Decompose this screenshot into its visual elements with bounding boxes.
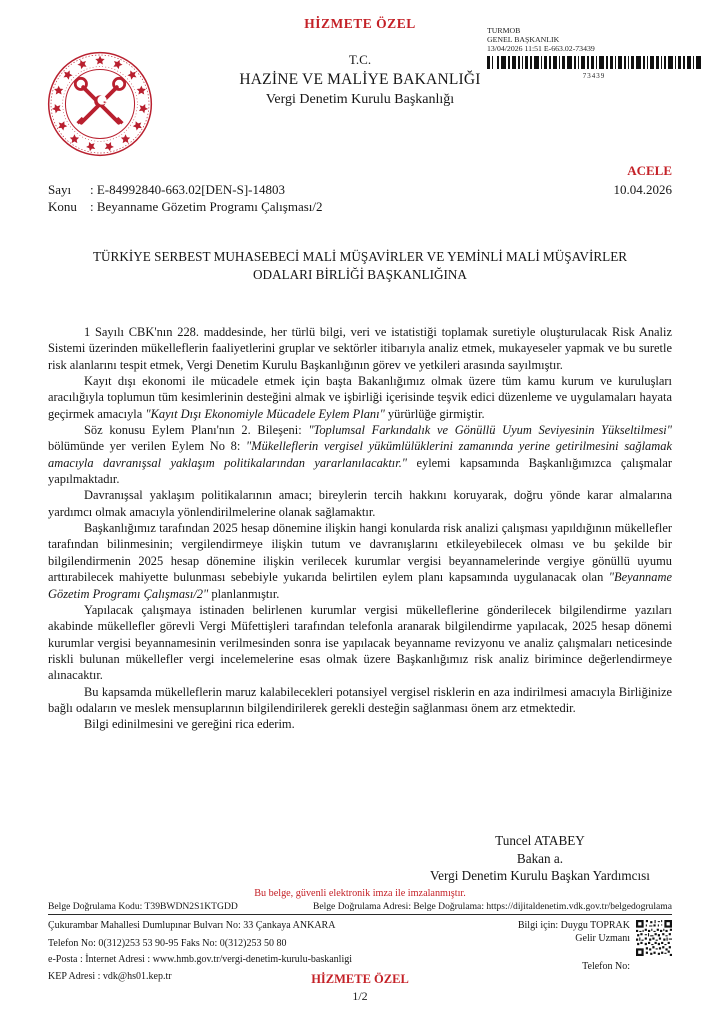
body-segment: 1 Sayılı CBK'nın 228. maddesinde, her türlü bilgi, veri ve istatistiği toplamak suretiyle oluşturulacak Risk Analiz Sistemi üzerinden mükelleflerin faaliyetlerini gruplar ve sektörler itibarıyla analiz etmek, mukayeseler yapmak ve bu suretle risk alanlarını tespit etmek, Vergi Denetim Kurulu Başkanlığının görev ve yetkileri arasında sayılmıştır.: [48, 325, 672, 372]
signer-behalf: Bakan a.: [516, 850, 564, 866]
footer-kep: KEP Adresi : vdk@hs01.kep.tr: [48, 970, 172, 982]
body-segment: yürürlüğe girmiştir.: [384, 406, 485, 421]
body-segment: Bu kapsamda mükelleflerin maruz kalabilecekleri potansiyel vergisel risklerin en aza indirilmesi amacıyla Birliğinize bağlı odaların ve meslek mensuplarının bilgilendirilerek gerekli desteğin sağlanması önem arz etmektedir.: [48, 684, 672, 715]
signer-name: Tuncel ATABEY: [495, 833, 585, 848]
konu-label: Konu: [48, 199, 77, 214]
stamp-org: TURMOB: [487, 26, 521, 35]
page-number: 1/2: [352, 989, 368, 1003]
body-segment-italic: "Mükelleflerin vergisel yükümlülüklerini zamanında yerine getirilmesini sağlamak amacıyla davranışsal yaklaşım politikalarından yararlanılacaktır.": [48, 439, 672, 470]
barcode-number: 73439: [582, 72, 606, 80]
addressee: [0, 248, 720, 283]
body-segment-italic: "Beyanname Gözetim Programı Çalışması/2": [48, 570, 672, 601]
stamp-unit: GENEL BAŞKANLIK: [487, 35, 560, 44]
classification-footer: HİZMETE ÖZEL: [311, 972, 409, 986]
esign-notice: Bu belge, güvenli elektronik imza ile imzalanmıştır.: [254, 888, 466, 899]
body-paragraph: [48, 422, 672, 487]
signer-title: Vergi Denetim Kurulu Başkan Yardımcısı: [430, 868, 650, 883]
letterhead-ministry: HAZİNE VE MALİYE BAKANLIĞI: [239, 71, 481, 88]
verify-code: Belge Doğrulama Kodu: T39BWDN2S1KTGDD: [48, 901, 238, 912]
body-paragraph: [48, 373, 672, 422]
contact-person: Bilgi için: Duygu TOPRAK: [517, 920, 630, 931]
letter-body: [48, 324, 672, 733]
document-date: 10.04.2026: [613, 182, 672, 197]
body-segment-italic: "Toplumsal Farkındalık ve Gönüllü Uyum Seviyesinin Yükseltilmesi": [308, 423, 672, 438]
letterhead-state: T.C.: [348, 52, 372, 67]
body-segment: planlanmıştır.: [208, 586, 280, 601]
body-segment: Kayıt dışı ekonomi ile mücadele etmek için başta Bakanlığımız olmak üzere tüm kamu kurum ve kuruluşları aracılığıyla toplumun tüm kesimlerinin desteğini almak ve işbirliği içerisinde teşvik edici düzenleme ve uygulamaları hayata geçirmek amacıyla: [48, 374, 672, 421]
verify-row: [48, 901, 672, 915]
contact-phone-label: Telefon No:: [582, 961, 630, 972]
addressee-line2: ODALARI BİRLİĞİ BAŞKANLIĞINA: [253, 266, 467, 282]
stamp-ref: 13/04/2026 11:51 E-663.02-73439: [487, 44, 595, 53]
body-paragraph: [48, 602, 672, 684]
body-segment: eylemi kapsamında Başkanlığımızca çalışmalar yapılmaktadır.: [48, 455, 672, 487]
body-paragraph: [48, 684, 672, 717]
classification-header: HİZMETE ÖZEL: [304, 16, 416, 31]
footer-address: Çukurambar Mahallesi Dumlupınar Bulvarı No: 33 Çankaya ANKARA: [48, 920, 336, 931]
body-segment: Başkanlığımız tarafından 2025 hesap dönemine ilişkin hangi konularda risk analizi çalışması yapıldığının mükellefler tarafından bilinmesinin; vergilendirmeye ilişkin tutum ve davranışlarını etkileyebilecek olması ve bu şekilde bir bilgilendirmenin 2025 hesap dönemine ilişkin verilecek kurumlar vergisi beyannamelerinde vergiye gönüllü uyumu arttırabilecek mahiyette bulunması sebebiyle yukarıda belirtilen eylem planı kapsamında uygulanacak olan: [48, 521, 672, 585]
body-segment: Bilgi edinilmesini ve gereğini rica ederim.: [84, 717, 295, 732]
body-segment: Davranışsal yaklaşım politikalarının amacı; bireylerin tercih hakkını koruyarak, doğru yönde karar almalarına yardımcı olmak amacıyla yönlendirilmelerine olanak sağlamaktır.: [48, 488, 672, 519]
contact-title: Gelir Uzmanı: [575, 932, 630, 944]
footer-email-web: e-Posta : İnternet Adresi : www.hmb.gov.tr/vergi-denetim-kurulu-baskanligi: [48, 953, 353, 965]
konu-value: : Beyanname Gözetim Programı Çalışması/2: [90, 199, 323, 214]
sayi-label: Sayı: [48, 182, 72, 197]
document-meta: [48, 163, 672, 215]
sayi-value: : E-84992840-663.02[DEN-S]-14803: [90, 182, 285, 197]
qr-code-icon: [636, 920, 672, 956]
body-segment-italic: "Kayıt Dışı Ekonomiyle Mücadele Eylem Planı": [145, 406, 385, 421]
body-segment: Yapılacak çalışmaya istinaden belirlenen kurumlar vergisi mükelleflerine gönderilecek bilgilendirme yazıları akabinde mükellefler görevli Vergi Müfettişleri tarafından telefonla aranarak bilgilendirme yapılacak, 2025 hesap dönemi kurumlar vergisi beyannamesinin verilmesinden sonra ise yapılacak beyanname revizyonu ve analiz çalışmaları neticesinde riskli bulunan mükellefler vergi incelemelerine esas olmak üzere Başkanlığımız risk analiz birimince değerlendirmeye alınacaktır.: [48, 602, 672, 683]
body-paragraph: [48, 716, 672, 732]
body-segment: bölümünde yer verilen Eylem No 8:: [48, 439, 247, 454]
verify-address: Belge Doğrulama Adresi: Belge Doğrulama: https://dijitaldenetim.vdk.gov.tr/belgedogrulama: [312, 901, 672, 912]
body-paragraph: [48, 487, 672, 520]
urgency-label: ACELE: [627, 163, 672, 178]
sayi-row: [48, 181, 672, 198]
addressee-line1: TÜRKİYE SERBEST MUHASEBECİ MALİ MÜŞAVİRLER VE YEMİNLİ MALİ MÜŞAVİRLER: [92, 249, 628, 264]
body-segment: Söz konusu Eylem Planı'nın 2. Bileşeni:: [84, 423, 309, 438]
footer-phone-fax: Telefon No: 0(312)253 53 90-95 Faks No: 0(312)253 50 80: [48, 938, 287, 949]
body-paragraph: [48, 324, 672, 373]
signature-block: [408, 832, 672, 885]
body-paragraph: [48, 520, 672, 602]
konu-row: [48, 198, 672, 215]
letterhead-department: Vergi Denetim Kurulu Başkanlığı: [265, 92, 455, 107]
letterhead: [0, 52, 720, 108]
